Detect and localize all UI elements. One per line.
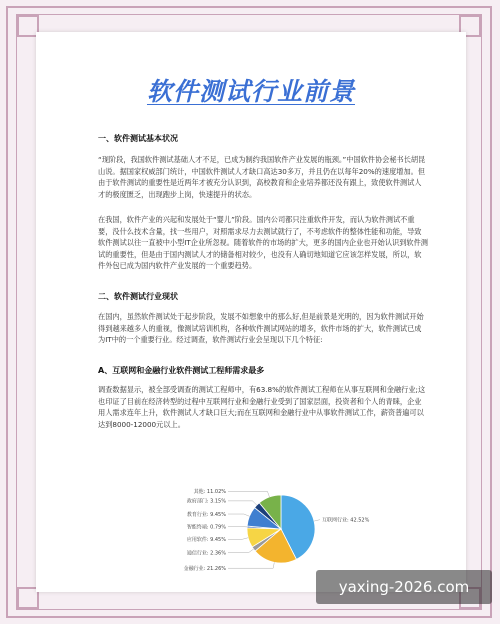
pie-slice-label: 金融行业: 21.26% bbox=[183, 566, 226, 573]
watermark: yaxing-2026.com bbox=[316, 570, 492, 604]
pie-leader-line bbox=[228, 549, 254, 553]
pie-leader-line bbox=[314, 520, 320, 521]
paragraph-4: 调查数据显示，被全部受调查的测试工程师中，有63.8%的软件测试工程师在从事互联网和金融行业;这也印证了目前在经济转型的过程中互联网行业和金融行业受到了国家层面，投资者和个人的青睐，企业用人需求连年上升，软件测试人才缺口巨大;而在互联网和金融行业中从事软件测试工作，薪资普遍可以达到8000-12000元以上。 bbox=[98, 385, 426, 429]
paragraph-3: 在国内，虽然软件测试处于起步阶段，发展不如想象中的那么好,但是前景是光明的，因为软件测试开始得到越来越多人的重视，像测试培训机构，各种软件测试网站的增多，软件市场的扩大，软件测试已成为IT中的一个重要行业。经过调查，软件测试行业会呈现以下几个特征: bbox=[98, 312, 424, 345]
pie-slice-label: 互联网行业: 42.52% bbox=[322, 517, 370, 524]
pie-slice-label: 通信行业: 2.36% bbox=[186, 550, 226, 557]
pie-leader-line bbox=[228, 562, 274, 568]
pie-slice-label: 应用软件: 9.45% bbox=[186, 537, 226, 544]
pie-slice-label: 政府部门: 3.15% bbox=[186, 498, 226, 505]
document-page bbox=[36, 32, 466, 592]
pie-leader-line bbox=[228, 501, 257, 505]
subsection-heading-a: A、互联网和金融行业软件测试工程师需求最多 bbox=[98, 366, 265, 375]
pie-leader-line bbox=[228, 514, 249, 516]
pie-slice-label: 智能终端: 0.79% bbox=[186, 524, 226, 531]
document-title: 软件测试行业前景 bbox=[146, 77, 355, 106]
section-heading-2: 二、软件测试行业现状 bbox=[98, 292, 178, 301]
section-heading-1: 一、软件测试基本状况 bbox=[98, 134, 178, 143]
pie-slice-label: 其他: 11.02% bbox=[193, 489, 226, 496]
paragraph-2: 在我国，软件产业的兴起和发展处于“婴儿”阶段。国内公司都只注重软件开发，而认为软件测试不重要，没什么技术含量，找一些用户，对照需求尽力去测试就行了，不考虑软件的整体性能和功能，导致软件测试以往一直被中小型IT企业所忽视。随着软件的市场的扩大，更多的国内企业也开始认识到软件测试的重要性，但是由于国内测试人才的储备相对较少，也没有人确切地知道它应该怎样发展，所以，软件外包已成为国内软件产业发展的一个重要趋势。 bbox=[98, 215, 428, 271]
pie-slice-label: 教育行业: 9.45% bbox=[186, 511, 226, 518]
paragraph-1: “现阶段，我国软件测试基础人才不足，已成为制约我国软件产业发展的瓶颈。”中国软件协会秘书长胡昆山说。据国家权威部门统计，中国软件测试人才缺口高达30多万，并且仍在以每年20%的速度增加。但由于软件测试的重要性是近两年才被充分认识到，高校教育和企业培养都还没有跟上，致使软件测试人才的极度匮乏，出现跑步上岗，快速提升的状态。 bbox=[98, 155, 426, 199]
pie-leader-line bbox=[228, 491, 269, 497]
pie-leader-line bbox=[228, 538, 248, 540]
